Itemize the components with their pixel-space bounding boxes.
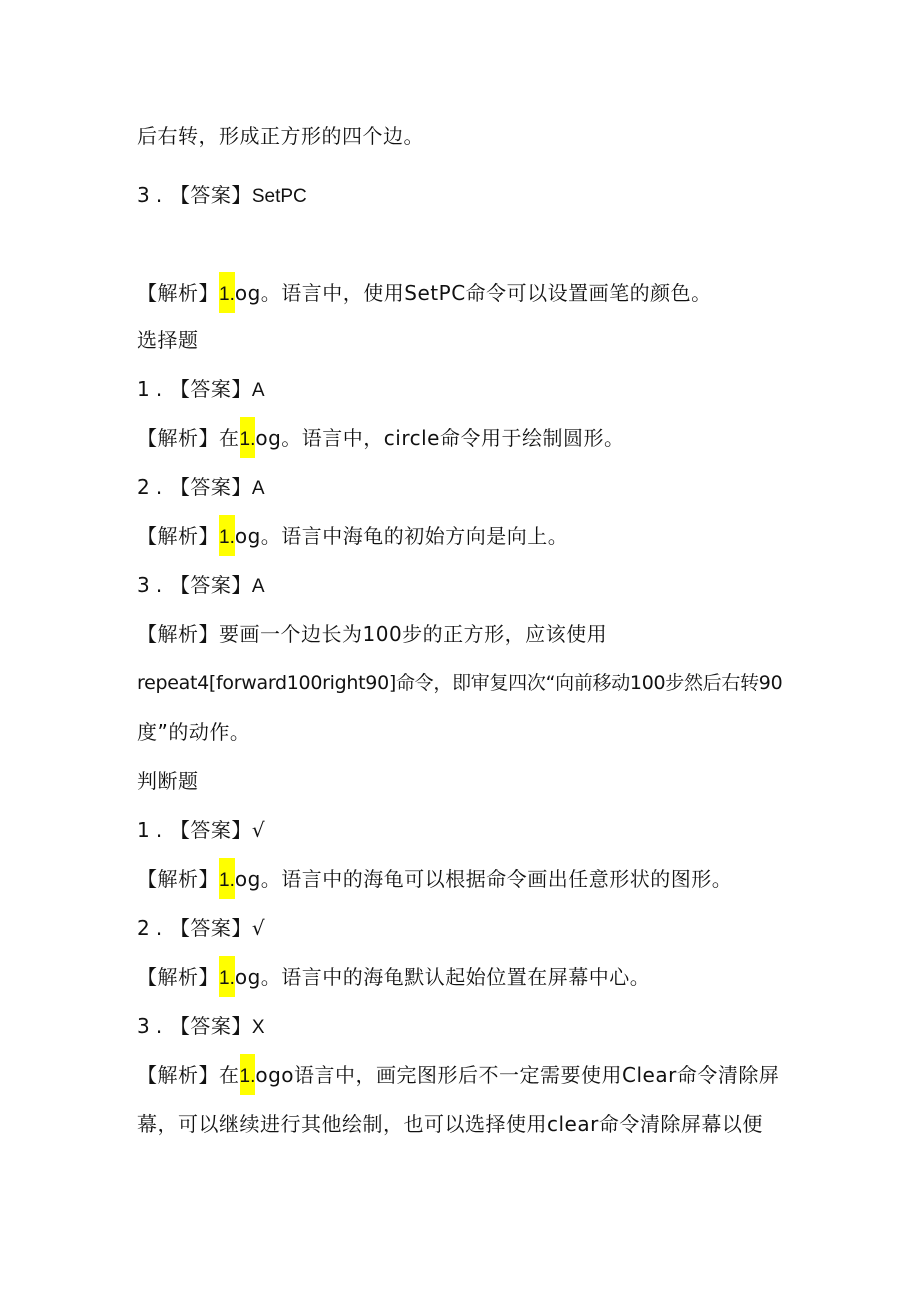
item-number: 1 xyxy=(137,818,151,842)
item-dot: . xyxy=(155,1014,163,1038)
highlighted-text: 1. xyxy=(219,272,235,313)
item-number: 3 xyxy=(137,183,151,207)
answer-line xyxy=(137,914,265,942)
item-number: 3 xyxy=(137,573,151,597)
item-dot: . xyxy=(155,916,163,940)
explanation-label: 【解析】 xyxy=(137,524,219,548)
item-dot: . xyxy=(155,377,163,401)
answer-line xyxy=(137,375,265,405)
item-number: 1 xyxy=(137,377,151,401)
explanation-text: og。语言中，circle命令用于绘制圆形。 xyxy=(255,426,625,450)
explanation-label: 【解析】 xyxy=(137,965,219,989)
explanation-label: 【解析】在 xyxy=(137,1063,240,1087)
answer-value: A xyxy=(251,478,265,499)
answer-value: X xyxy=(251,1017,265,1038)
answer-line xyxy=(137,181,307,211)
section-heading: 选择题 xyxy=(137,328,199,352)
explanation-line: repeat4[forward100right90]命令，即审复四次“向前移动100步然后右转90 xyxy=(137,672,783,694)
answer-line xyxy=(137,816,265,844)
item-dot: . xyxy=(155,818,163,842)
answer-line xyxy=(137,1012,265,1042)
highlighted-text: 1. xyxy=(219,956,235,997)
item-dot: . xyxy=(155,183,163,207)
answer-label: 【答案】 xyxy=(169,377,252,401)
item-number: 2 xyxy=(137,916,151,940)
explanation-line xyxy=(137,865,732,895)
explanation-line: 幕，可以继续进行其他绘制，也可以选择使用clear命令清除屏幕以便 xyxy=(137,1112,763,1136)
answer-value: A xyxy=(251,380,265,401)
highlighted-text: 1. xyxy=(219,858,235,899)
explanation-line xyxy=(137,522,568,552)
highlighted-text: 1. xyxy=(219,515,235,556)
explanation-text: og。语言中海龟的初始方向是向上。 xyxy=(234,524,569,548)
explanation-line xyxy=(137,963,650,993)
item-dot: . xyxy=(155,573,163,597)
highlighted-text: 1. xyxy=(240,417,256,458)
explanation-label: 【解析】在 xyxy=(137,426,240,450)
answer-label: 【答案】 xyxy=(169,183,252,207)
explanation-text: og。语言中的海龟默认起始位置在屏幕中心。 xyxy=(234,965,651,989)
text-line: 后右转，形成正方形的四个边。 xyxy=(137,124,424,148)
highlighted-text: 1. xyxy=(240,1054,256,1095)
explanation-text: ogo语言中，画完图形后不一定需要使用Clear命令清除屏 xyxy=(255,1063,780,1087)
answer-label: 【答案】 xyxy=(169,475,252,499)
answer-value: √ xyxy=(251,818,266,842)
explanation-line: 【解析】要画一个边长为100步的正方形，应该使用 xyxy=(137,622,608,646)
answer-value: √ xyxy=(251,916,266,940)
explanation-line: 度”的动作。 xyxy=(137,720,251,744)
answer-line xyxy=(137,571,265,601)
explanation-text: og。语言中，使用SetPC命令可以设置画笔的颜色。 xyxy=(234,281,712,305)
section-heading: 判断题 xyxy=(137,769,199,793)
answer-line xyxy=(137,473,265,503)
explanation-label: 【解析】 xyxy=(137,281,219,305)
answer-value: A xyxy=(251,576,265,597)
explanation-text: og。语言中的海龟可以根据命令画出任意形状的图形。 xyxy=(234,867,733,891)
answer-label: 【答案】 xyxy=(169,818,252,842)
item-number: 3 xyxy=(137,1014,151,1038)
answer-label: 【答案】 xyxy=(169,916,252,940)
explanation-line xyxy=(137,424,624,454)
explanation-label: 【解析】 xyxy=(137,867,219,891)
explanation-line xyxy=(137,1061,779,1091)
answer-label: 【答案】 xyxy=(169,1014,252,1038)
answer-label: 【答案】 xyxy=(169,573,252,597)
answer-value: SetPC xyxy=(251,186,307,207)
explanation-line xyxy=(137,279,712,309)
item-dot: . xyxy=(155,475,163,499)
item-number: 2 xyxy=(137,475,151,499)
